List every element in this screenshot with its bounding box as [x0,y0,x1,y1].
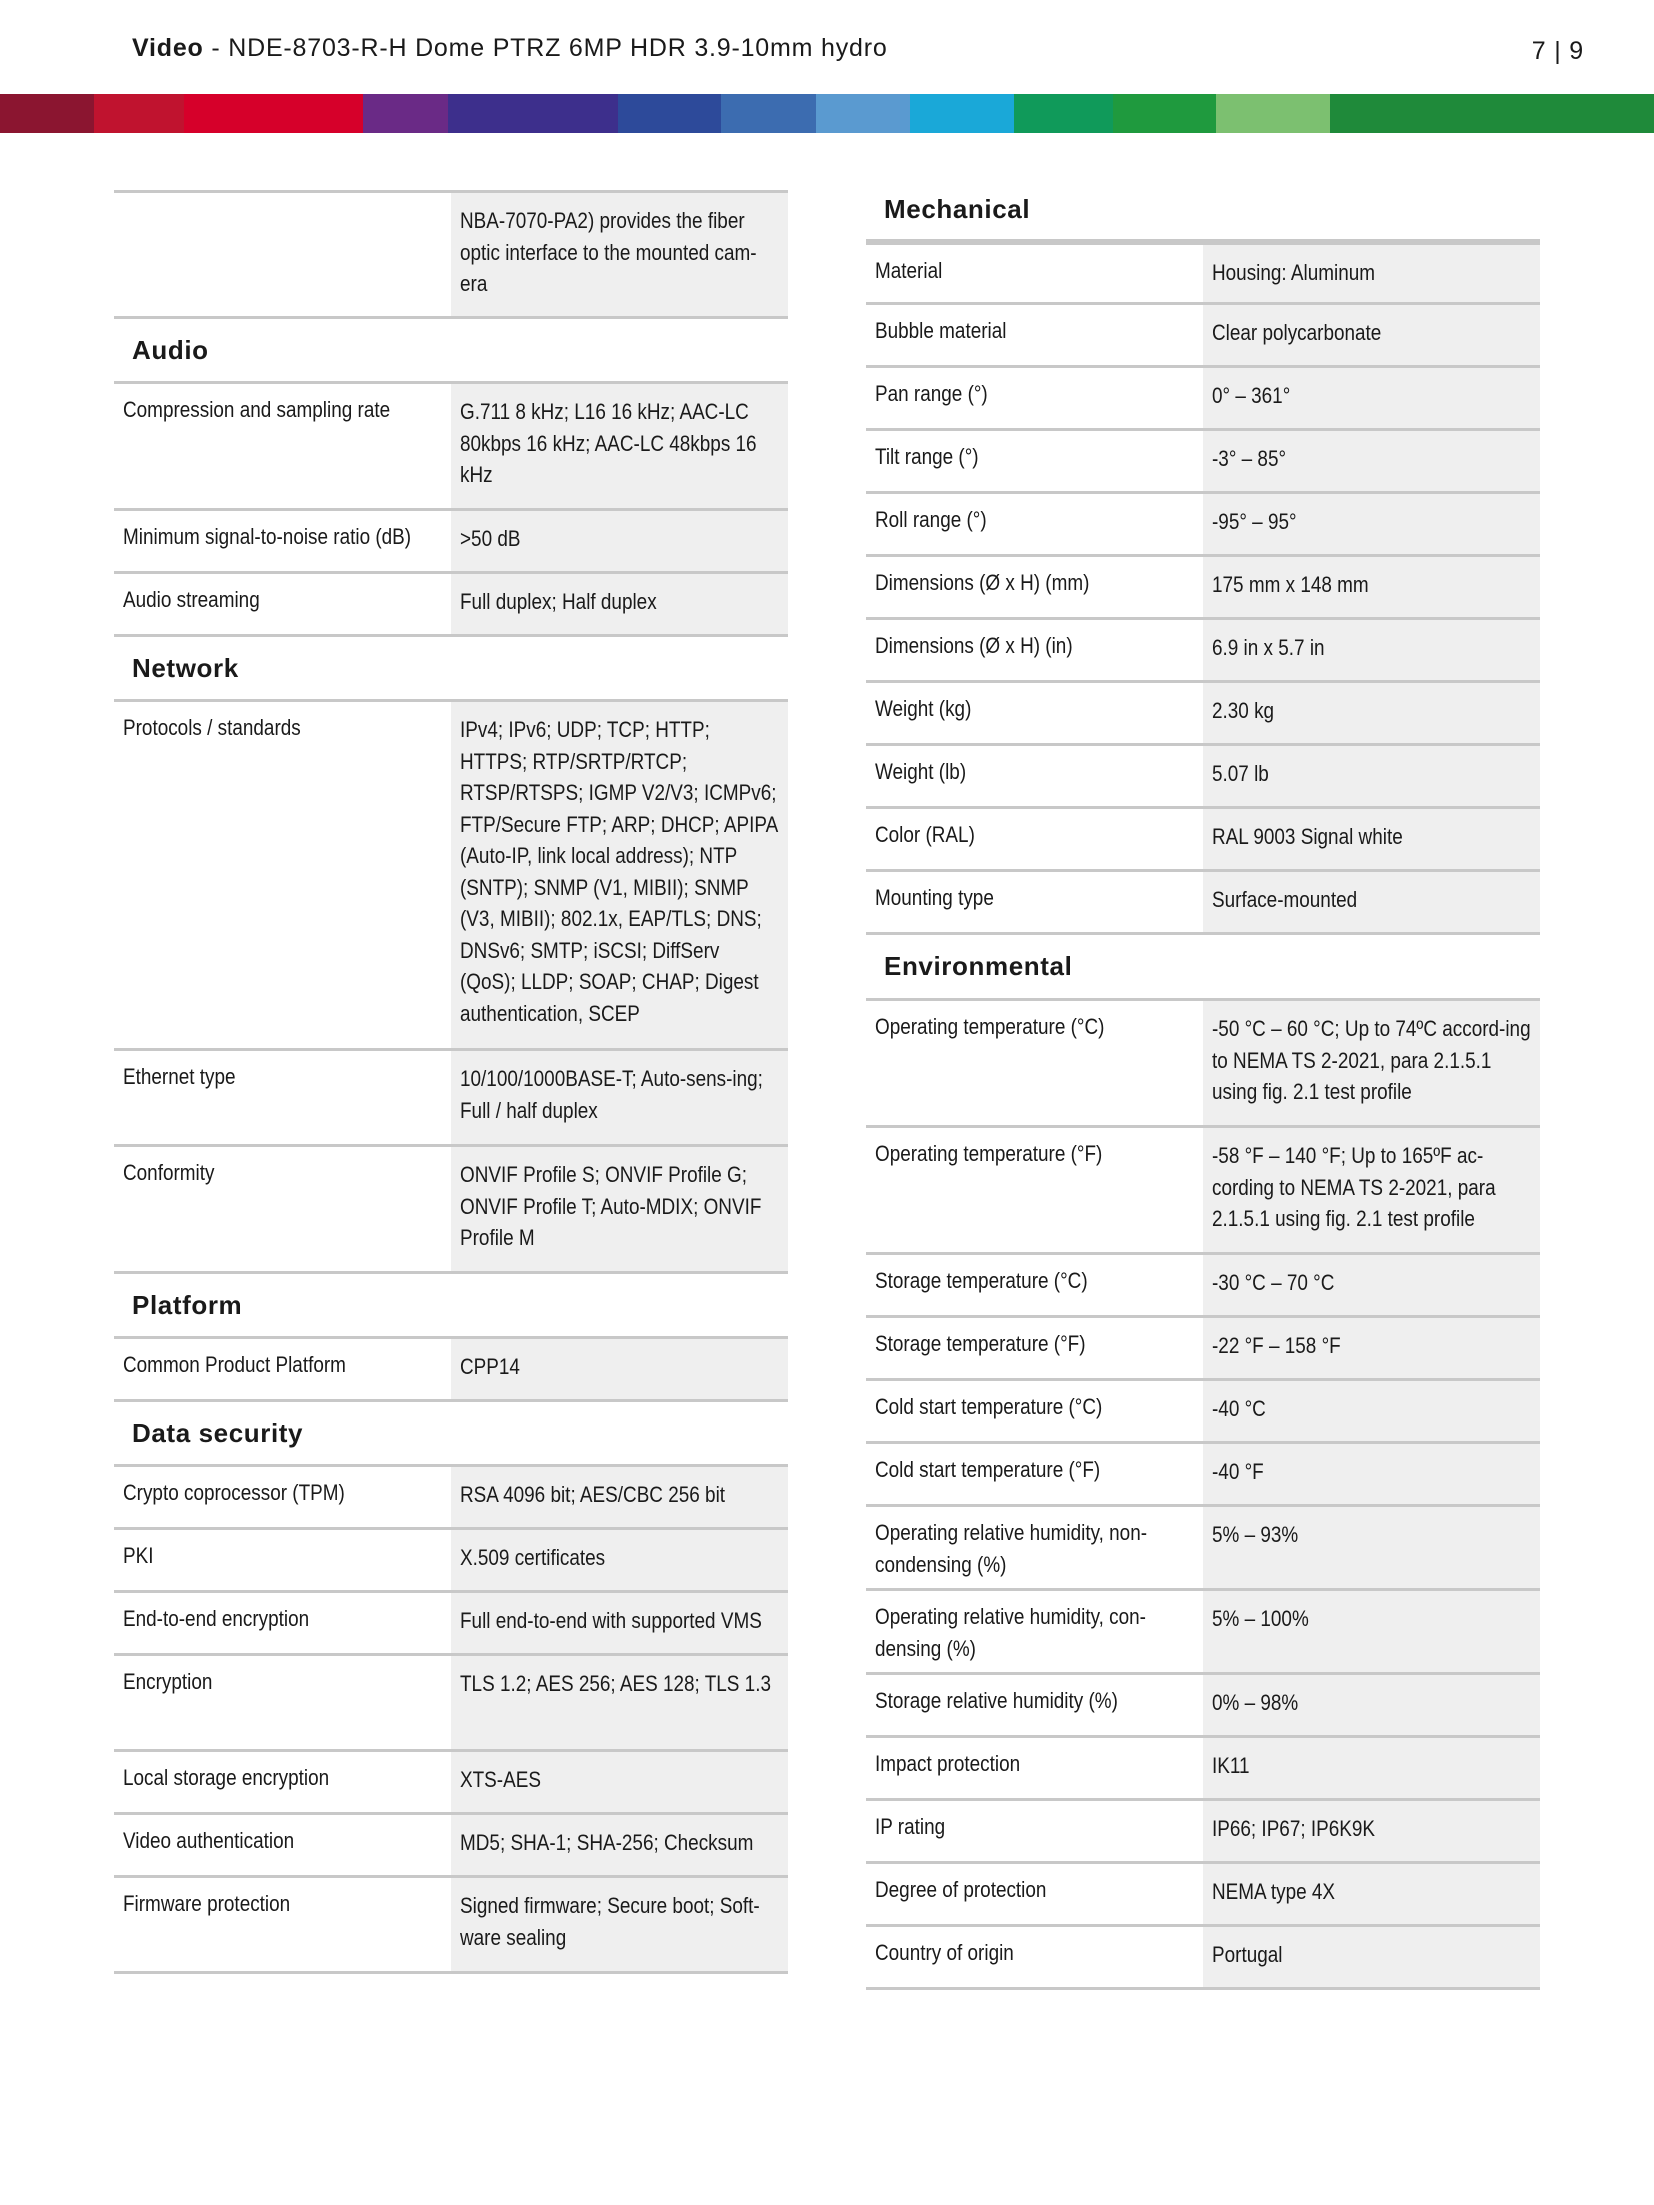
spec-label [114,1467,451,1527]
spec-label [866,872,1203,932]
right-spec-column [866,180,1540,1990]
spec-label [114,1752,451,1812]
spec-value-text: 5% – 93% [1212,1522,1299,1547]
spec-row [866,746,1540,809]
section-title: Environmental [866,935,1540,1001]
spec-row [114,574,788,637]
spec-row [866,1255,1540,1318]
spec-label [866,1318,1203,1378]
spec-label-text: Encryption [123,1669,213,1694]
spec-label [114,384,451,508]
spec-row [114,511,788,574]
spec-row [114,1593,788,1656]
spec-value [451,1530,788,1590]
band-segment [184,94,363,133]
spec-value [1203,1591,1540,1672]
spec-value: NBA-7070-PA2) provides the fiber optic interface to the mounted cam-era [451,193,788,316]
spec-row [866,242,1540,305]
band-segment [94,94,184,133]
spec-value-text: -58 °F – 140 °F; Up to 165ºF ac-cording to NEMA TS 2-2021, para 2.1.5.1 using fig. 2.1 test profile [1212,1143,1496,1231]
spec-label-text: Storage relative humidity (%) [875,1688,1118,1713]
spec-label-text: Local storage encryption [123,1765,330,1790]
spec-value [451,1339,788,1399]
spec-label-text: Audio streaming [123,587,260,612]
spec-label [114,511,451,571]
spec-value [1203,494,1540,554]
spec-value-text: 5% – 100% [1212,1606,1309,1631]
spec-label [866,1255,1203,1315]
spec-value [1203,1128,1540,1252]
band-segment [721,94,815,133]
spec-value [1203,1318,1540,1378]
spec-value [1203,1001,1540,1125]
spec-value [1203,557,1540,617]
spec-row [114,1656,788,1752]
spec-label [866,431,1203,491]
spec-value-text: Full end-to-end with supported VMS [460,1608,762,1633]
spec-row [114,1339,788,1402]
spec-label-text: Operating relative humidity, con-densing (%) [875,1604,1146,1661]
spec-label [114,1051,451,1144]
spec-label-text: Cold start temperature (°C) [875,1394,1103,1419]
spec-label [114,1530,451,1590]
spec-value-text: IK11 [1212,1753,1250,1778]
spec-value [451,1467,788,1527]
spec-row [114,1752,788,1815]
spec-value-text: -3° – 85° [1212,446,1287,471]
spec-row [866,494,1540,557]
spec-label [866,1591,1203,1672]
spec-label [866,1738,1203,1798]
spec-row [866,305,1540,368]
spec-row [866,1381,1540,1444]
band-segment [1216,94,1329,133]
spec-value-text: -50 °C – 60 °C; Up to 74ºC accord-ing to NEMA TS 2-2021, para 2.1.5.1 using fig. 2.1 test profile [1212,1016,1531,1104]
section-title: Platform [114,1274,788,1339]
spec-value-text: 2.30 kg [1212,698,1275,723]
spec-row [866,1864,1540,1927]
spec-label-text: Color (RAL) [875,822,975,847]
spec-label [114,1815,451,1875]
band-segment [1330,94,1654,133]
spec-label-text: Weight (kg) [875,696,972,721]
spec-label-text: Ethernet type [123,1064,236,1089]
spec-row [866,431,1540,494]
spec-value [451,702,788,1048]
spec-label-text: IP rating [875,1814,946,1839]
spec-value-text: RSA 4096 bit; AES/CBC 256 bit [460,1482,726,1507]
spec-value [451,1147,788,1271]
spec-label [114,1593,451,1653]
spec-label-text: Impact protection [875,1751,1021,1776]
spec-value [1203,1738,1540,1798]
spec-value [1203,431,1540,491]
spec-value [1203,1444,1540,1504]
spec-value-text: XTS-AES [460,1767,541,1792]
spec-row [866,620,1540,683]
spec-label [866,1507,1203,1588]
spec-value [451,1656,788,1749]
spec-label [866,1801,1203,1861]
spec-value [1203,1255,1540,1315]
band-segment [1014,94,1113,133]
spec-row [114,1467,788,1530]
spec-row [866,683,1540,746]
spec-value-text: NEMA type 4X [1212,1879,1336,1904]
spec-label [114,193,451,316]
spec-row [114,1530,788,1593]
spec-value [451,574,788,634]
spec-label-text: Video authentication [123,1828,295,1853]
spec-label-text: Minimum signal-to-noise ratio (dB) [123,524,412,549]
header-section: Video [132,34,204,62]
spec-value [451,1815,788,1875]
spec-row [114,384,788,511]
spec-label-text: Firmware protection [123,1891,291,1916]
spec-row [866,557,1540,620]
spec-value [1203,1927,1540,1987]
spec-label-text: Tilt range (°) [875,444,979,469]
band-segment [363,94,448,133]
spec-label [866,1675,1203,1735]
spec-label-text: Country of origin [875,1940,1014,1965]
spec-label-text: Dimensions (Ø x H) (mm) [875,570,1090,595]
spec-label [114,1147,451,1271]
document-title [132,34,888,63]
section-title: Audio [114,319,788,384]
spec-value [1203,809,1540,869]
spec-value [1203,683,1540,743]
spec-label-text: Cold start temperature (°F) [875,1457,1101,1482]
spec-label [114,1656,451,1749]
spec-value [1203,746,1540,806]
spec-label [114,1878,451,1971]
spec-label [866,368,1203,428]
brand-color-band [0,94,1654,133]
band-segment [1113,94,1217,133]
spec-row [866,1001,1540,1128]
section-title: Data security [114,1402,788,1467]
spec-value [451,1051,788,1144]
spec-value-text: 175 mm x 148 mm [1212,572,1369,597]
spec-label-text: PKI [123,1543,154,1568]
spec-label [866,683,1203,743]
spec-row [866,1927,1540,1990]
spec-label-text: Operating relative humidity, non-condensing (%) [875,1520,1148,1577]
spec-row [114,1051,788,1147]
page-header [132,34,1584,74]
spec-value-text: Full duplex; Half duplex [460,589,657,614]
spec-label-text: Degree of protection [875,1877,1047,1902]
spec-label-text: Bubble material [875,318,1007,343]
spec-value [451,1752,788,1812]
spec-value [1203,1801,1540,1861]
spec-label [866,245,1203,302]
spec-value-text: ONVIF Profile S; ONVIF Profile G; ONVIF Profile T; Auto-MDIX; ONVIF Profile M [460,1162,762,1250]
spec-value-text: IP66; IP67; IP6K9K [1212,1816,1376,1841]
section-title: Mechanical [866,180,1540,242]
spec-label [866,809,1203,869]
spec-label [866,305,1203,365]
spec-label [866,494,1203,554]
spec-label-text: Storage temperature (°F) [875,1331,1086,1356]
spec-row [866,1591,1540,1675]
spec-label-text: Roll range (°) [875,507,987,532]
spec-label [866,1864,1203,1924]
section-title: Network [114,637,788,702]
spec-value-text: CPP14 [460,1354,520,1379]
spec-label [114,702,451,1048]
spec-row [114,1878,788,1974]
spec-value-text: -95° – 95° [1212,509,1297,534]
spec-row [866,1444,1540,1507]
spec-label [866,1128,1203,1252]
spec-value-text: 0% – 98% [1212,1690,1299,1715]
spec-value [1203,1381,1540,1441]
spec-value [451,511,788,571]
band-segment [618,94,722,133]
spec-value [451,384,788,508]
spec-value [451,1878,788,1971]
spec-row [866,1675,1540,1738]
spec-value [1203,1864,1540,1924]
spec-label-text: Weight (lb) [875,759,967,784]
spec-value [1203,245,1540,302]
spec-row [866,1128,1540,1255]
spec-value [1203,620,1540,680]
spec-value-text: -22 °F – 158 °F [1212,1333,1341,1358]
spec-label-text: Operating temperature (°C) [875,1014,1105,1039]
band-segment [0,94,94,133]
spec-label [866,1927,1203,1987]
spec-row [866,809,1540,872]
spec-value-text: X.509 certificates [460,1545,606,1570]
spec-value-text: Surface-mounted [1212,887,1358,912]
spec-row [114,702,788,1051]
spec-value-text: 10/100/1000BASE-T; Auto-sens-ing; Full / half duplex [460,1066,763,1123]
spec-value-text: MD5; SHA-1; SHA-256; Checksum [460,1830,754,1855]
spec-label-text: Dimensions (Ø x H) (in) [875,633,1073,658]
spec-value-text: Portugal [1212,1942,1283,1967]
spec-value-text: -30 °C – 70 °C [1212,1270,1335,1295]
spec-label [866,1381,1203,1441]
spec-value-text: >50 dB [460,526,521,551]
page-number: 7 | 9 [1531,37,1584,65]
spec-label-text: Protocols / standards [123,715,301,740]
spec-label-text: Operating temperature (°F) [875,1141,1103,1166]
spec-label [866,620,1203,680]
spec-value-text: Housing: Aluminum [1212,260,1376,285]
spec-row [866,1738,1540,1801]
spec-label-text: Storage temperature (°C) [875,1268,1088,1293]
spec-row [114,1147,788,1274]
spec-value-text: G.711 8 kHz; L16 16 kHz; AAC-LC 80kbps 16 kHz; AAC-LC 48kbps 16 kHz [460,399,757,487]
spec-label-text: Conformity [123,1160,215,1185]
spec-row [114,1815,788,1878]
band-segment [910,94,1014,133]
spec-value-text: 5.07 lb [1212,761,1269,786]
spec-value-text: IPv4; IPv6; UDP; TCP; HTTP; HTTPS; RTP/SRTP/RTCP; RTSP/RTSPS; IGMP V2/V3; ICMPv6; FTP/Secure FTP; ARP; DHCP; APIPA (Auto-IP, link local address); NTP (SNTP); SNMP (V1, MIBII); SNMP (V3, MIBII); 802.1x, EAP/TLS; DNS; DNSv6; SMTP; iSCSI; DiffServ (QoS); LLDP; SOAP; CHAP; Digest authentication, SCEP [460,717,778,1026]
spec-label [114,574,451,634]
spec-label [866,557,1203,617]
spec-value-text: Signed firmware; Secure boot; Soft-ware sealing [460,1893,760,1950]
spec-row [866,872,1540,935]
spec-label-text: Mounting type [875,885,994,910]
band-segment [816,94,910,133]
continued-spec-row [114,190,788,319]
spec-label-text: Material [875,258,943,283]
spec-label [866,746,1203,806]
spec-value [1203,1507,1540,1588]
spec-label [114,1339,451,1399]
spec-value-text: Clear polycarbonate [1212,320,1382,345]
spec-value-text: -40 °C [1212,1396,1266,1421]
spec-row [866,1801,1540,1864]
spec-value [1203,368,1540,428]
spec-value-text: RAL 9003 Signal white [1212,824,1403,849]
spec-row [866,368,1540,431]
spec-label-text: Pan range (°) [875,381,988,406]
spec-label [866,1444,1203,1504]
spec-value-text: 6.9 in x 5.7 in [1212,635,1325,660]
spec-label-text: End-to-end encryption [123,1606,310,1631]
spec-label-text: Common Product Platform [123,1352,346,1377]
band-segment [448,94,618,133]
spec-value [1203,872,1540,932]
spec-label-text: Crypto coprocessor (TPM) [123,1480,345,1505]
spec-row [866,1318,1540,1381]
spec-label [866,1001,1203,1125]
spec-row [866,1507,1540,1591]
spec-value [451,1593,788,1653]
spec-label-text: Compression and sampling rate [123,397,391,422]
spec-value-text: TLS 1.2; AES 256; AES 128; TLS 1.3 [460,1671,771,1696]
spec-value-text: 0° – 361° [1212,383,1291,408]
spec-value [1203,305,1540,365]
header-product: - NDE-8703-R-H Dome PTRZ 6MP HDR 3.9-10mm hydro [203,34,888,62]
spec-value [1203,1675,1540,1735]
left-spec-column [114,190,788,1974]
spec-value-text: -40 °F [1212,1459,1264,1484]
